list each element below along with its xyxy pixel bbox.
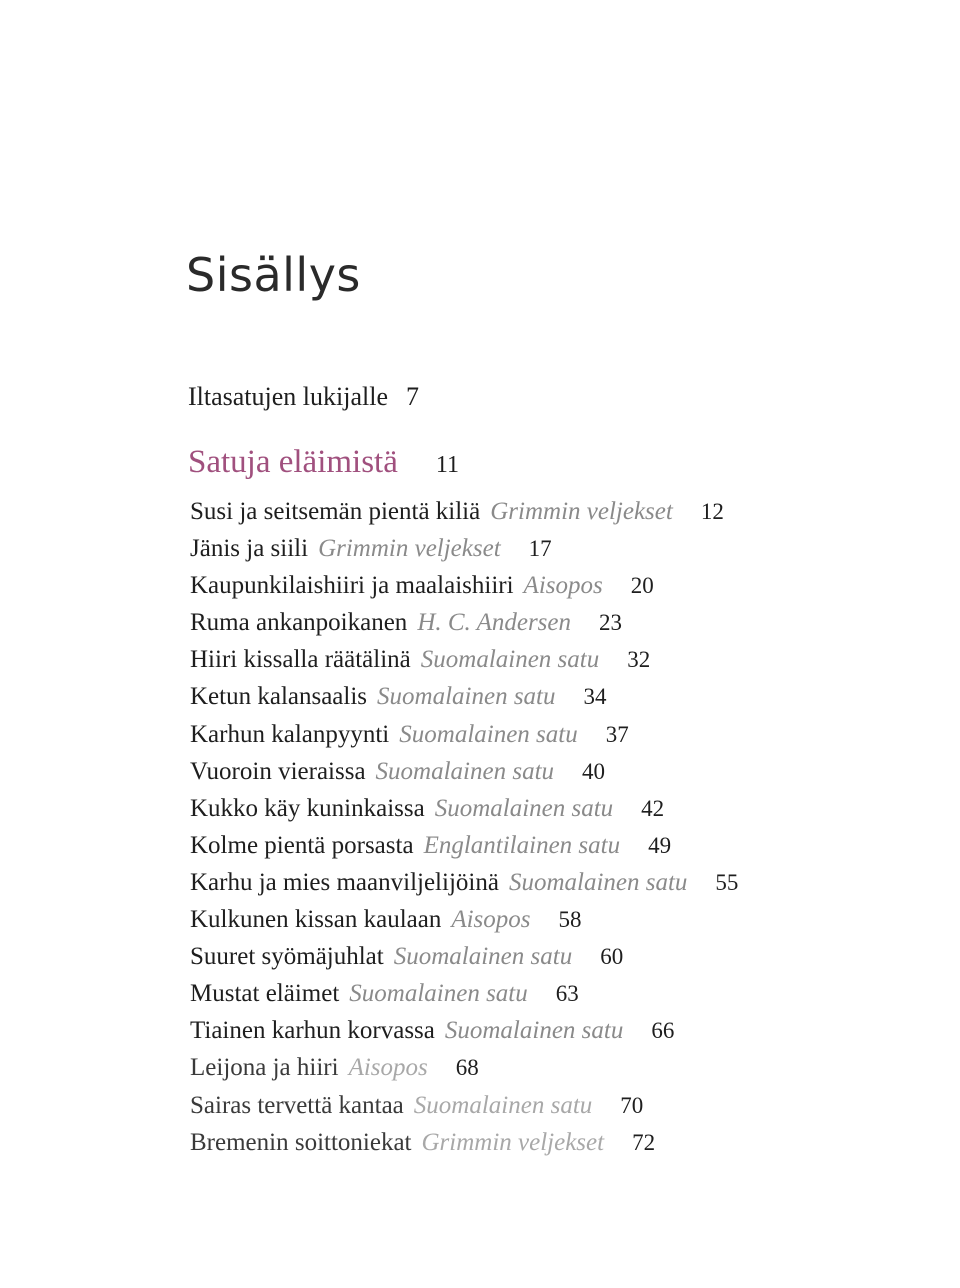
entry-author: Suomalainen satu	[377, 683, 556, 711]
entry-page: 32	[627, 647, 651, 673]
entry-author: Grimmin veljekset	[318, 535, 501, 563]
entry-author: Aisopos	[523, 572, 603, 600]
section-title: Satuja eläimistä	[188, 444, 398, 480]
toc-list	[190, 493, 738, 1161]
entry-title: Karhun kalanpyynti	[190, 720, 390, 748]
entry-author: Grimmin veljekset	[421, 1128, 605, 1156]
toc-entry	[190, 567, 738, 604]
entry-author: Suomalainen satu	[444, 1017, 624, 1045]
entry-title: Leijona ja hiiri	[190, 1054, 339, 1082]
entry-title: Kolme pientä porsasta	[190, 831, 414, 859]
entry-title: Kulkunen kissan kaulaan	[190, 906, 442, 934]
toc-intro-page: 7	[406, 382, 419, 411]
entry-author: Suomalainen satu	[349, 980, 528, 1008]
entry-page: 68	[455, 1055, 479, 1081]
entry-author: Suomalainen satu	[413, 1091, 593, 1119]
toc-entry	[190, 716, 738, 753]
entry-title: Suuret syömäjuhlat	[190, 943, 384, 971]
entry-author: Aisopos	[348, 1054, 428, 1082]
toc-entry	[190, 790, 738, 827]
entry-author: Aisopos	[451, 906, 531, 934]
entry-title: Ruma ankanpoikanen	[190, 609, 408, 637]
entry-title: Kaupunkilaishiiri ja maalaishiiri	[190, 572, 514, 600]
entry-author: Suomalainen satu	[399, 720, 578, 748]
entry-author: Suomalainen satu	[420, 646, 600, 674]
entry-page: 42	[641, 795, 665, 821]
entry-title: Mustat eläimet	[190, 980, 340, 1008]
toc-entry	[190, 1012, 738, 1049]
entry-page: 23	[599, 610, 623, 636]
entry-title: Vuoroin vieraissa	[190, 757, 366, 785]
toc-entry	[190, 604, 738, 641]
entry-page: 58	[558, 907, 582, 933]
toc-entry	[190, 530, 738, 567]
entry-page: 70	[620, 1092, 644, 1118]
entry-title: Jänis ja siili	[190, 535, 309, 563]
toc-intro-title: Iltasatujen lukijalle	[188, 382, 388, 411]
toc-entry	[190, 493, 738, 530]
entry-title: Bremenin soittoniekat	[190, 1128, 412, 1156]
entry-title: Sairas tervettä kantaa	[190, 1091, 404, 1119]
entry-title: Kukko käy kuninkaissa	[190, 794, 425, 822]
toc-entry	[190, 641, 738, 678]
entry-author: Suomalainen satu	[434, 794, 614, 822]
entry-page: 17	[528, 536, 552, 562]
toc-entry	[190, 678, 738, 715]
toc-entry	[190, 938, 738, 975]
entry-page: 60	[600, 944, 624, 970]
toc-entry	[190, 1124, 738, 1161]
toc-entry	[190, 901, 738, 938]
entry-author: Suomalainen satu	[375, 757, 555, 785]
page-title: Sisällys	[186, 248, 361, 302]
entry-author: H. C. Andersen	[417, 609, 572, 637]
entry-page: 55	[715, 869, 739, 895]
entry-title: Susi ja seitsemän pientä kiliä	[190, 498, 481, 525]
toc-entry	[190, 975, 738, 1012]
entry-page: 40	[582, 758, 606, 784]
entry-title: Karhu ja mies maanviljelijöinä	[190, 868, 499, 896]
entry-author: Suomalainen satu	[508, 868, 688, 896]
toc-entry	[190, 827, 738, 864]
entry-author: Englantilainen satu	[423, 831, 621, 859]
toc-entry	[190, 1049, 738, 1086]
entry-page: 63	[555, 981, 579, 1007]
toc-entry	[190, 864, 738, 901]
entry-title: Ketun kalansaalis	[190, 683, 368, 711]
toc-entry	[190, 1087, 738, 1124]
entry-page: 34	[583, 684, 607, 710]
entry-author: Grimmin veljekset	[490, 498, 673, 525]
entry-page: 66	[651, 1018, 675, 1044]
entry-title: Tiainen karhun korvassa	[190, 1017, 435, 1045]
entry-page: 12	[700, 499, 724, 524]
entry-page: 49	[648, 832, 672, 858]
entry-title: Hiiri kissalla räätälinä	[190, 646, 411, 674]
entry-author: Suomalainen satu	[393, 943, 573, 971]
toc-entry	[190, 753, 738, 790]
entry-page: 37	[605, 721, 629, 747]
entry-page: 20	[630, 573, 654, 599]
entry-page: 72	[632, 1129, 656, 1155]
toc-intro-entry	[188, 384, 419, 410]
section-page: 11	[435, 452, 459, 478]
section-heading	[188, 446, 459, 479]
